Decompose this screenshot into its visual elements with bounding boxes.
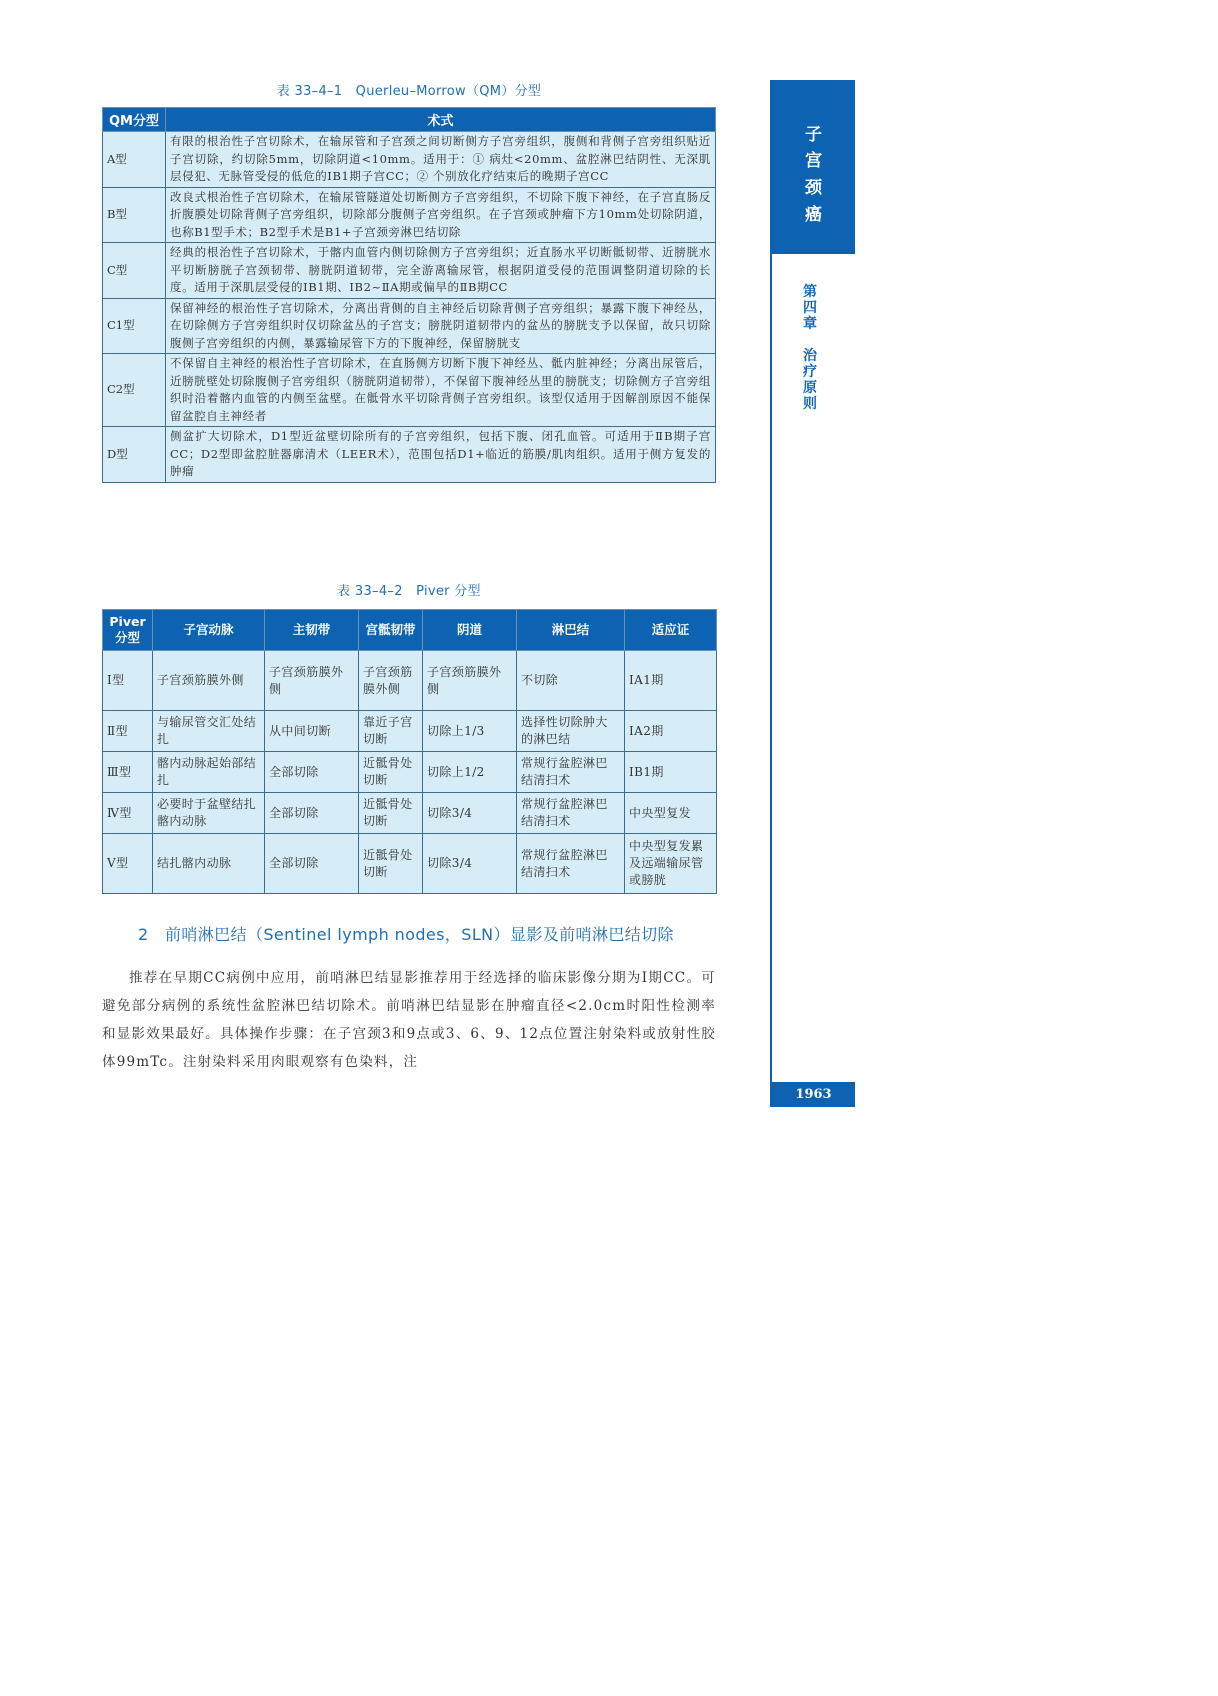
piver-row [103,834,717,894]
chapter-title-char: 癌 [805,205,822,225]
piver-row [103,711,717,752]
piver-header-indication: 适应证 [625,610,717,651]
chapter-number-char: 章 [803,316,817,332]
body-paragraph: 推荐在早期CC病例中应用，前哨淋巴结显影推荐用于经选择的临床影像分期为Ⅰ期CC。可避免部分病例的系统性盆腔淋巴结切除术。前哨淋巴结显影在肿瘤直径<2.0cm时阳性检测率和显影效果最好。具体操作步骤：在子宫颈3和9点或3、6、9、12点位置注射染料或放射性胶体99mTc。注射染料采用肉眼观察有色染料，注 [102,970,716,1070]
qm-header-type: QM分型 [103,108,166,132]
piver-cell: 子宫颈筋膜外侧 [423,651,517,711]
qm-type-cell: C1型 [103,298,166,354]
piver-cell: 子宫颈筋膜外侧 [153,651,265,711]
piver-cell: 不切除 [517,651,625,711]
qm-desc-cell: 侧盆扩大切除术，D1型近盆壁切除所有的子宫旁组织，包括下腹、闭孔血管。可适用于ⅡB期子宫CC；D2型即盆腔脏器廓清术（LEER术），范围包括D1+临近的筋膜/肌肉组织。适用于侧方复发的肿瘤 [166,427,716,483]
piver-cell: 近骶骨处切断 [359,752,423,793]
piver-cell: Ⅱ型 [103,711,153,752]
piver-cell: 中央型复发累及远端输尿管或膀胱 [625,834,717,894]
qm-type-cell: B型 [103,187,166,243]
topic-char: 原 [803,380,817,396]
chapter-title-char: 宫 [805,151,822,171]
piver-cell: 全部切除 [265,793,359,834]
piver-table [102,609,717,894]
chapter-number-char: 四 [803,300,817,316]
table2-caption: 表 33–4–2 Piver 分型 [337,584,481,599]
piver-cell: 中央型复发 [625,793,717,834]
qm-type-cell: D型 [103,427,166,483]
piver-cell: 髂内动脉起始部结扎 [153,752,265,793]
piver-header-lymph-nodes: 淋巴结 [517,610,625,651]
piver-cell: 结扎髂内动脉 [153,834,265,894]
table1-caption: 表 33–4–1 Querleu–Morrow（QM）分型 [276,84,542,99]
topic-char: 疗 [803,364,817,380]
piver-cell: 切除上1/2 [423,752,517,793]
qm-table [102,107,716,483]
piver-cell: 子宫颈筋膜外侧 [359,651,423,711]
piver-cell: 选择性切除肿大的淋巴结 [517,711,625,752]
piver-cell: 切除上1/3 [423,711,517,752]
piver-cell: 必要时于盆壁结扎髂内动脉 [153,793,265,834]
piver-header-uterine-artery: 子宫动脉 [153,610,265,651]
piver-row [103,752,717,793]
piver-cell: 近骶骨处切断 [359,793,423,834]
topic-char: 则 [803,396,817,412]
piver-cell: ⅠA1期 [625,651,717,711]
piver-cell: 子宫颈筋膜外侧 [265,651,359,711]
piver-cell: 靠近子宫切断 [359,711,423,752]
qm-desc-cell: 改良式根治性子宫切除术，在输尿管隧道处切断侧方子宫旁组织，不切除下腹下神经，在子宫直肠反折腹膜处切除背侧子宫旁组织，切除部分腹侧子宫旁组织。在子宫颈或肿瘤下方10mm处切除阴道，也称B1型手术；B2型手术是B1+子宫颈旁淋巴结切除 [166,187,716,243]
piver-cell: ⅠA2期 [625,711,717,752]
piver-cell: 全部切除 [265,752,359,793]
piver-cell: 常规行盆腔淋巴结清扫术 [517,834,625,894]
qm-row [103,243,716,299]
piver-cell: 从中间切断 [265,711,359,752]
piver-cell: 切除3/4 [423,834,517,894]
section-heading: 2 前哨淋巴结（Sentinel lymph nodes，SLN）显影及前哨淋巴结切除 [138,925,674,944]
piver-cell: ⅠB1期 [625,752,717,793]
piver-cell: 常规行盆腔淋巴结清扫术 [517,752,625,793]
piver-cell: Ⅴ型 [103,834,153,894]
qm-row [103,298,716,354]
chapter-title-char: 颈 [805,178,822,198]
qm-row [103,187,716,243]
piver-header-vagina: 阴道 [423,610,517,651]
qm-row [103,354,716,427]
qm-desc-cell: 不保留自主神经的根治性子宫切除术，在直肠侧方切断下腹下神经丛、骶内脏神经；分离出尿管后，近膀胱壁处切除腹侧子宫旁组织（膀胱阴道韧带），不保留下腹神经丛里的膀胱支；切除侧方子宫旁组织时沿着髂内血管的内侧至盆壁。在骶骨水平切除背侧子宫旁组织。该型仅适用于因解剖原因不能保留盆腔自主神经者 [166,354,716,427]
qm-row [103,427,716,483]
qm-desc-cell: 保留神经的根治性子宫切除术，分离出背侧的自主神经后切除背侧子宫旁组织；暴露下腹下神经丛，在切除侧方子宫旁组织时仅切除盆丛的子宫支；膀胱阴道韧带内的盆丛的膀胱支予以保留，故只切除腹侧子宫旁组织的内侧，暴露输尿管下方的下腹神经，保留膀胱支 [166,298,716,354]
piver-cell: 切除3/4 [423,793,517,834]
piver-row [103,651,717,711]
qm-type-cell: A型 [103,132,166,188]
piver-header-uterosacral-ligament: 宫骶韧带 [359,610,423,651]
body-paragraph-container [102,964,716,1076]
piver-cell: Ⅲ型 [103,752,153,793]
piver-cell: 与输尿管交汇处结扎 [153,711,265,752]
qm-type-cell: C型 [103,243,166,299]
qm-header-procedure: 术式 [166,108,716,132]
qm-type-cell: C2型 [103,354,166,427]
qm-desc-cell: 有限的根治性子宫切除术，在输尿管和子宫颈之间切断侧方子宫旁组织，腹侧和背侧子宫旁组织贴近子宫切除，约切除5mm，切除阴道<10mm。适用于：① 病灶<20mm、盆腔淋巴结阴性、无深肌层侵犯、无脉管受侵的低危的ⅠB1期子宫CC；② 个别放化疗结束后的晚期子宫CC [166,132,716,188]
chapter-title-char: 子 [805,125,822,145]
piver-row [103,793,717,834]
piver-header-cardinal-ligament: 主韧带 [265,610,359,651]
qm-desc-cell: 经典的根治性子宫切除术，于髂内血管内侧切除侧方子宫旁组织；近直肠水平切断骶韧带、近膀胱水平切断膀胱子宫颈韧带、膀胱阴道韧带，完全游离输尿管，根据阴道受侵的范围调整阴道切除的长度。适用于深肌层受侵的ⅠB1期、ⅠB2~ⅡA期或偏早的ⅡB期CC [166,243,716,299]
topic-char: 治 [803,348,817,364]
piver-cell: Ⅰ型 [103,651,153,711]
page-number: 1963 [772,1082,855,1107]
piver-cell: 全部切除 [265,834,359,894]
piver-cell: 近骶骨处切断 [359,834,423,894]
piver-cell: 常规行盆腔淋巴结清扫术 [517,793,625,834]
piver-header-type: Piver分型 [103,610,153,651]
piver-cell: Ⅳ型 [103,793,153,834]
chapter-title-box [772,80,855,254]
chapter-number-char: 第 [803,284,817,300]
qm-row [103,132,716,188]
